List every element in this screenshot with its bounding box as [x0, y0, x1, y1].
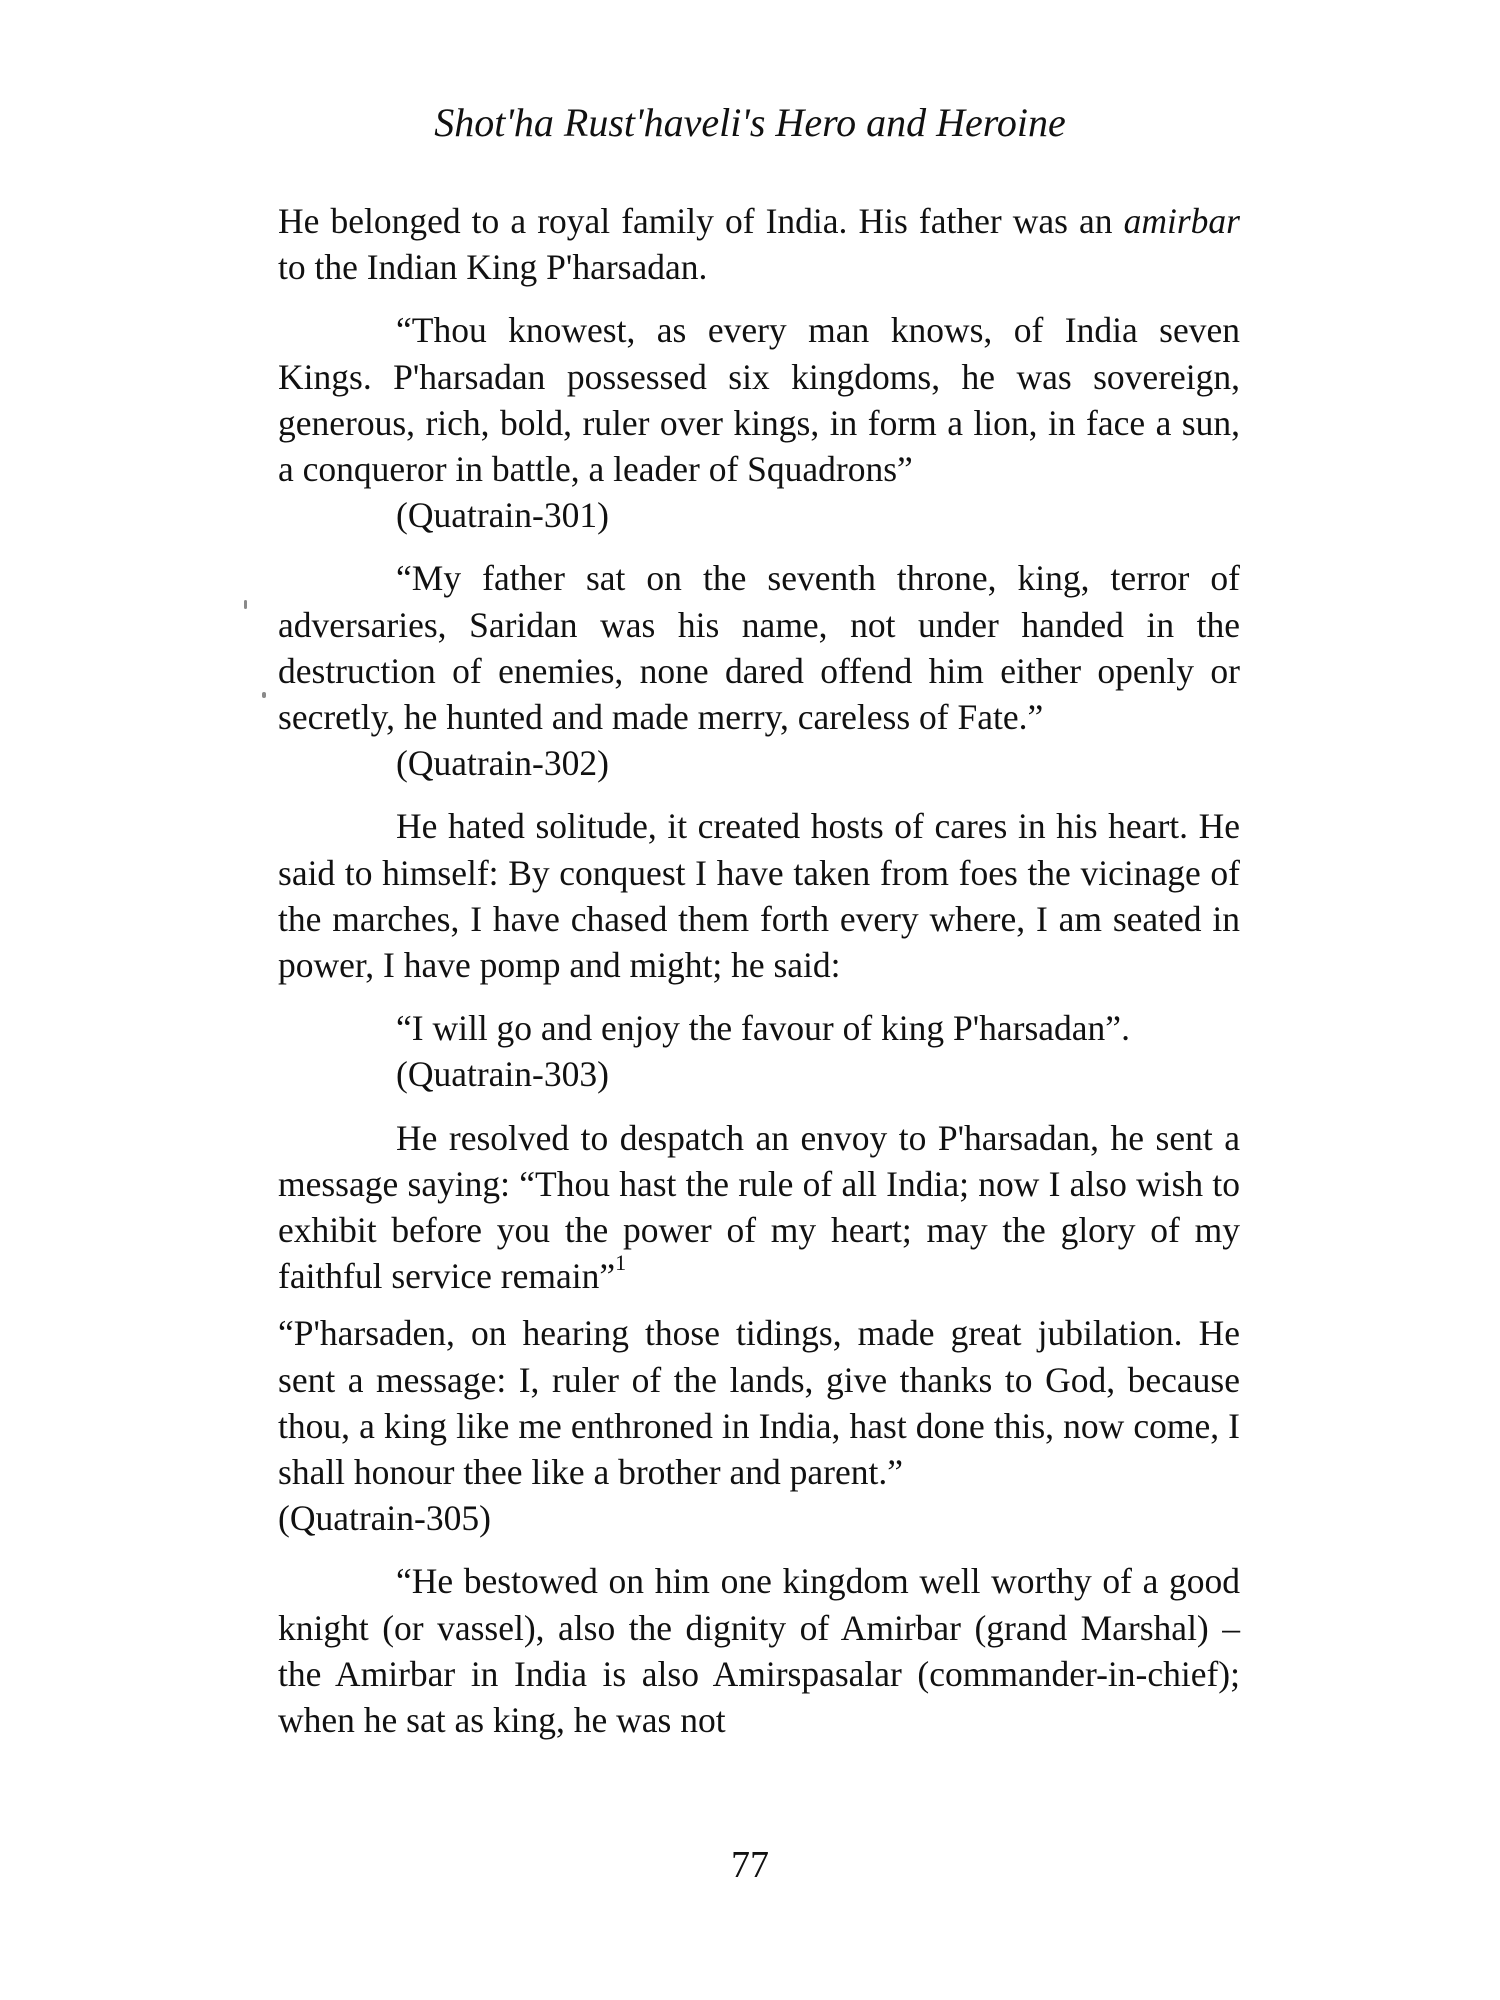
paragraph-text: to the Indian King P'harsadan.	[278, 247, 708, 288]
paragraph-text: “I will go and enjoy the favour of king P'harsadan”.	[396, 1008, 1130, 1049]
footnote-marker: 1	[615, 1250, 627, 1276]
quatrain-citation: (Quatrain-303)	[396, 1054, 609, 1095]
paragraph-7	[278, 1310, 1240, 1541]
italic-term: amirbar	[1123, 201, 1240, 241]
paragraph-text: He resolved to despatch an envoy to P'harsadan, he sent a message saying: “Thou hast the rule of all India; now I also wish to exhibit before you the power of my heart; may the glory of my faithful service remain”	[278, 1117, 1240, 1297]
paragraph-text: “P'harsaden, on hearing those tidings, made great jubilation. He sent a message: I, ruler of the lands, give thanks to God, because thou, a king like me enthroned in India, hast done this, now come, I shall honour thee like a brother and parent.”	[278, 1313, 1240, 1493]
page-number: 77	[731, 1844, 769, 1886]
paragraph-text: He belonged to a royal family of India. His father was an	[278, 201, 1124, 241]
paragraph-6	[278, 1115, 1240, 1300]
paragraph-2	[278, 307, 1240, 538]
paragraph-text: “Thou knowest, as every man knows, of India seven Kings. P'harsadan possessed six kingdoms, he was sovereign, generous, rich, bold, ruler over kings, in form a lion, in face a sun, a conqueror in battle, a leader of Squadrons”	[278, 310, 1240, 490]
scan-speck	[262, 692, 266, 698]
quatrain-citation: (Quatrain-302)	[396, 743, 609, 784]
body-text	[278, 198, 1240, 1743]
paragraph-8	[278, 1558, 1240, 1743]
paragraph-text: “He bestowed on him one kingdom well worthy of a good knight (or vassel), also the dignity of Amirbar (grand Marshal) – the Amirbar in India is also Amirspasalar (commander-in-chief); when he sat as king, he was not	[278, 1561, 1240, 1741]
paragraph-3	[278, 555, 1240, 786]
quatrain-citation: (Quatrain-305)	[278, 1498, 491, 1539]
paragraph-text: He hated solitude, it created hosts of cares in his heart. He said to himself: By conquest I have taken from foes the vicinage of the marches, I have chased them forth every where, I am seated in power, I have pomp and might; he said:	[278, 806, 1240, 986]
paragraph-text: “My father sat on the seventh throne, king, terror of adversaries, Saridan was his name, not under handed in the destruction of enemies, none dared offend him either openly or secretly, he hunted and made merry, careless of Fate.”	[278, 558, 1240, 738]
paragraph-1	[278, 198, 1240, 290]
paragraph-5	[278, 1005, 1240, 1097]
paragraph-4	[278, 803, 1240, 988]
quatrain-citation: (Quatrain-301)	[396, 495, 609, 536]
scan-speck	[244, 600, 247, 609]
running-title: Shot'ha Rust'haveli's Hero and Heroine	[434, 100, 1066, 145]
